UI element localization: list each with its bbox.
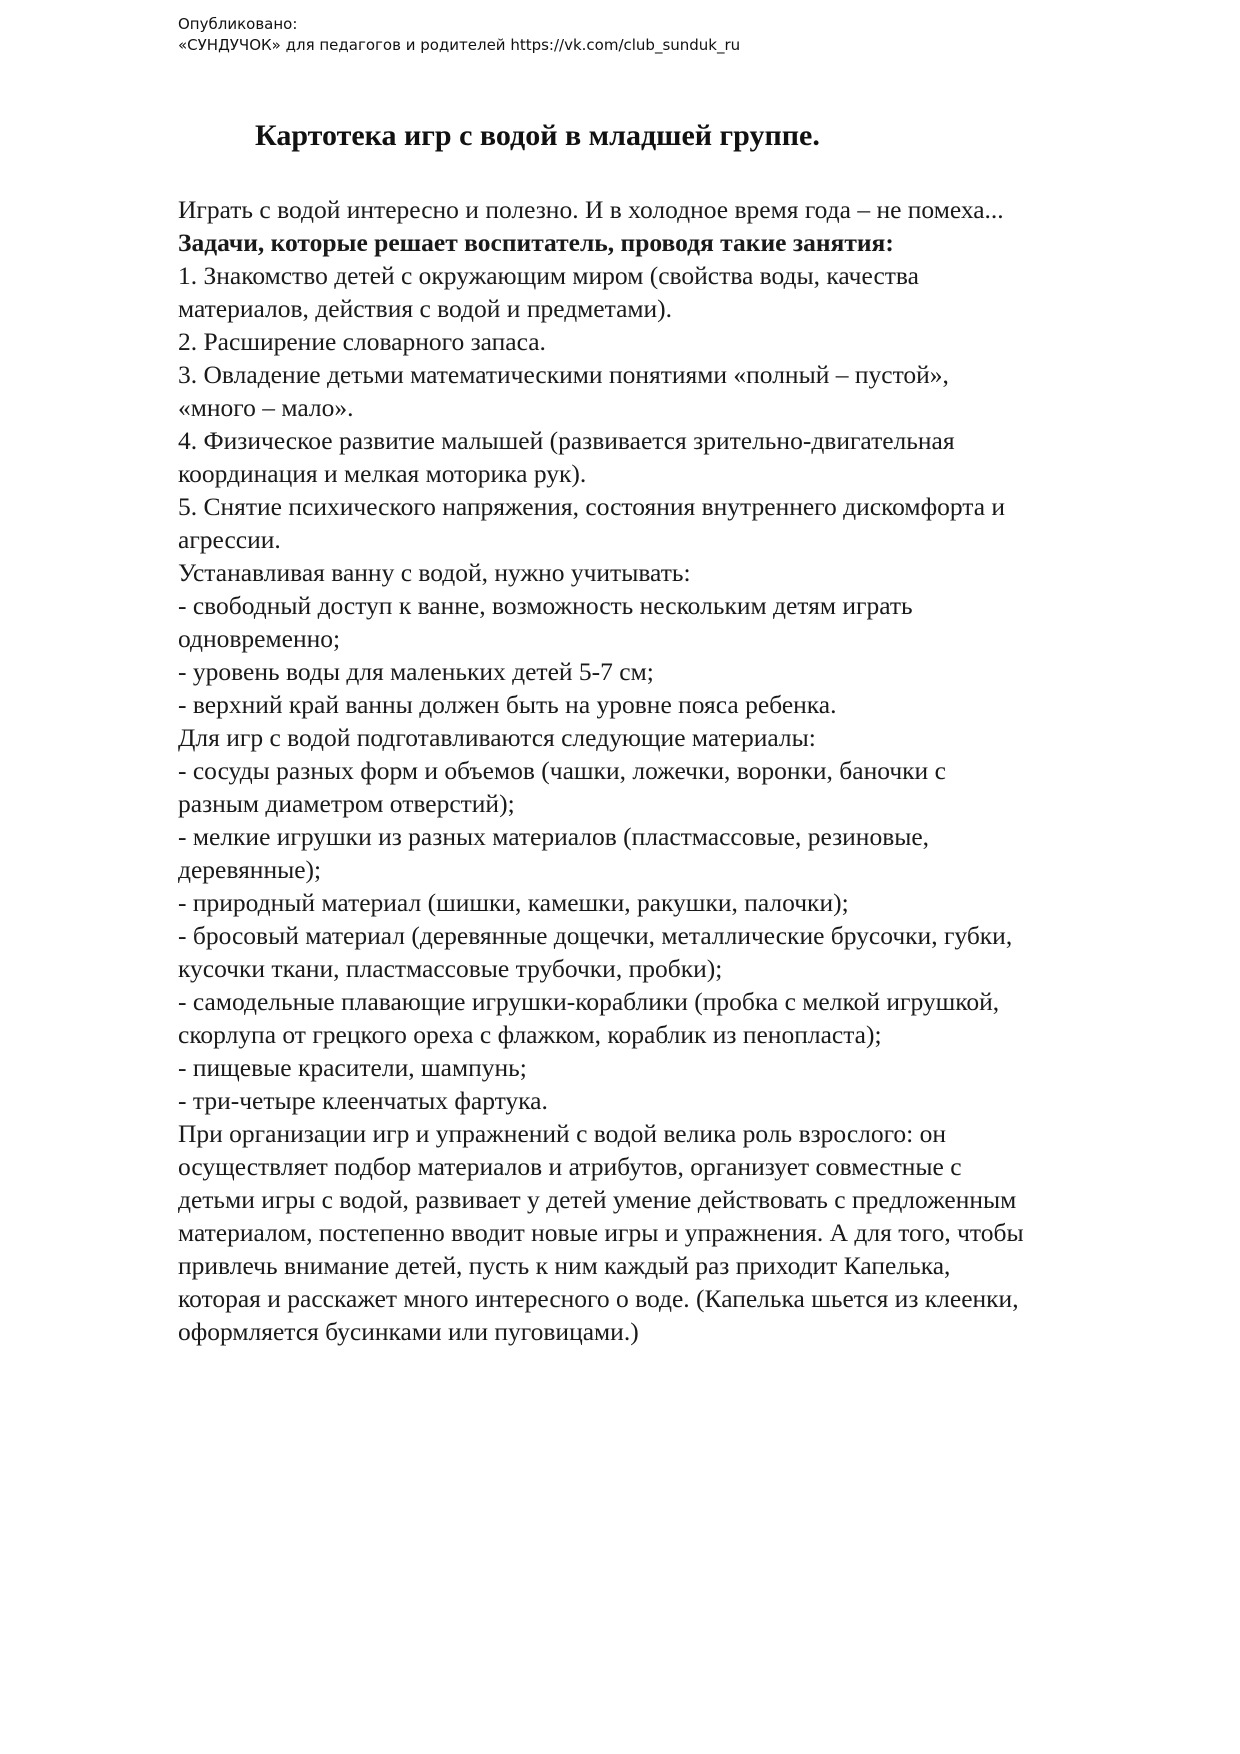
adult-role-paragraph-line: оформляется бусинками или пуговицами.) [178, 1317, 639, 1346]
materials-heading: Для игр с водой подготавливаются следующие материалы: [178, 723, 816, 752]
publication-header [178, 14, 740, 56]
document-body [178, 193, 1168, 1348]
adult-role-paragraph-line: которая и расскажет много интересного о воде. (Капелька шьется из клеенки, [178, 1284, 1019, 1313]
task-3-line: 3. Овладение детьми математическими понятиями «полный – пустой», [178, 360, 949, 389]
material-item-line: - мелкие игрушки из разных материалов (пластмассовые, резиновые, [178, 822, 930, 851]
task-5-line: 5. Снятие психического напряжения, состояния внутреннего дискомфорта и [178, 492, 1006, 521]
task-4-line: 4. Физическое развитие малышей (развивается зрительно-двигательная [178, 426, 955, 455]
adult-role-paragraph-line: детьми игры с водой, развивает у детей умение действовать с предложенным [178, 1185, 1017, 1214]
bath-requirement-line: - верхний край ванны должен быть на уровне пояса ребенка. [178, 690, 837, 719]
material-item-line: разным диаметром отверстий); [178, 789, 515, 818]
published-label: Опубликовано: [178, 15, 298, 33]
intro-line: Играть с водой интересно и полезно. И в холодное время года – не помеха... [178, 195, 1004, 224]
material-item-line: - бросовый материал (деревянные дощечки, металлические брусочки, губки, [178, 921, 1013, 950]
task-4-line: координация и мелкая моторика рук). [178, 459, 587, 488]
task-5-line: агрессии. [178, 525, 281, 554]
material-item-line: - три-четыре клеенчатых фартука. [178, 1086, 548, 1115]
material-item-line: - сосуды разных форм и объемов (чашки, ложечки, воронки, баночки с [178, 756, 946, 785]
bath-requirement-line: - уровень воды для маленьких детей 5-7 см; [178, 657, 654, 686]
document-title: Картотека игр с водой в младшей группе. [255, 119, 820, 152]
task-1-line: 1. Знакомство детей с окружающим миром (свойства воды, качества [178, 261, 919, 290]
adult-role-paragraph-line: осуществляет подбор материалов и атрибутов, организует совместные с [178, 1152, 962, 1181]
material-item-line: кусочки ткани, пластмассовые трубочки, пробки); [178, 954, 723, 983]
material-item-line: - природный материал (шишки, камешки, ракушки, палочки); [178, 888, 849, 917]
bath-requirement-line: одновременно; [178, 624, 341, 653]
material-item-line: - самодельные плавающие игрушки-кораблики (пробка с мелкой игрушкой, [178, 987, 1000, 1016]
tasks-heading: Задачи, которые решает воспитатель, проводя такие занятия: [178, 228, 894, 257]
bath-setup-heading: Устанавливая ванну с водой, нужно учитывать: [178, 558, 691, 587]
material-item-line: скорлупа от грецкого ореха с флажком, кораблик из пенопласта); [178, 1020, 882, 1049]
adult-role-paragraph-line: материалом, постепенно вводит новые игры и упражнения. А для того, чтобы [178, 1218, 1024, 1247]
task-1-line: материалов, действия с водой и предметами). [178, 294, 673, 323]
publisher-source: «СУНДУЧОК» для педагогов и родителей https://vk.com/club_sunduk_ru [178, 36, 741, 54]
task-2-line: 2. Расширение словарного запаса. [178, 327, 546, 356]
bath-requirement-line: - свободный доступ к ванне, возможность нескольким детям играть [178, 591, 913, 620]
material-item-line: деревянные); [178, 855, 322, 884]
task-3-line: «много – мало». [178, 393, 354, 422]
material-item-line: - пищевые красители, шампунь; [178, 1053, 527, 1082]
adult-role-paragraph-line: привлечь внимание детей, пусть к ним каждый раз приходит Капелька, [178, 1251, 951, 1280]
adult-role-paragraph-line: При организации игр и упражнений с водой велика роль взрослого: он [178, 1119, 947, 1148]
